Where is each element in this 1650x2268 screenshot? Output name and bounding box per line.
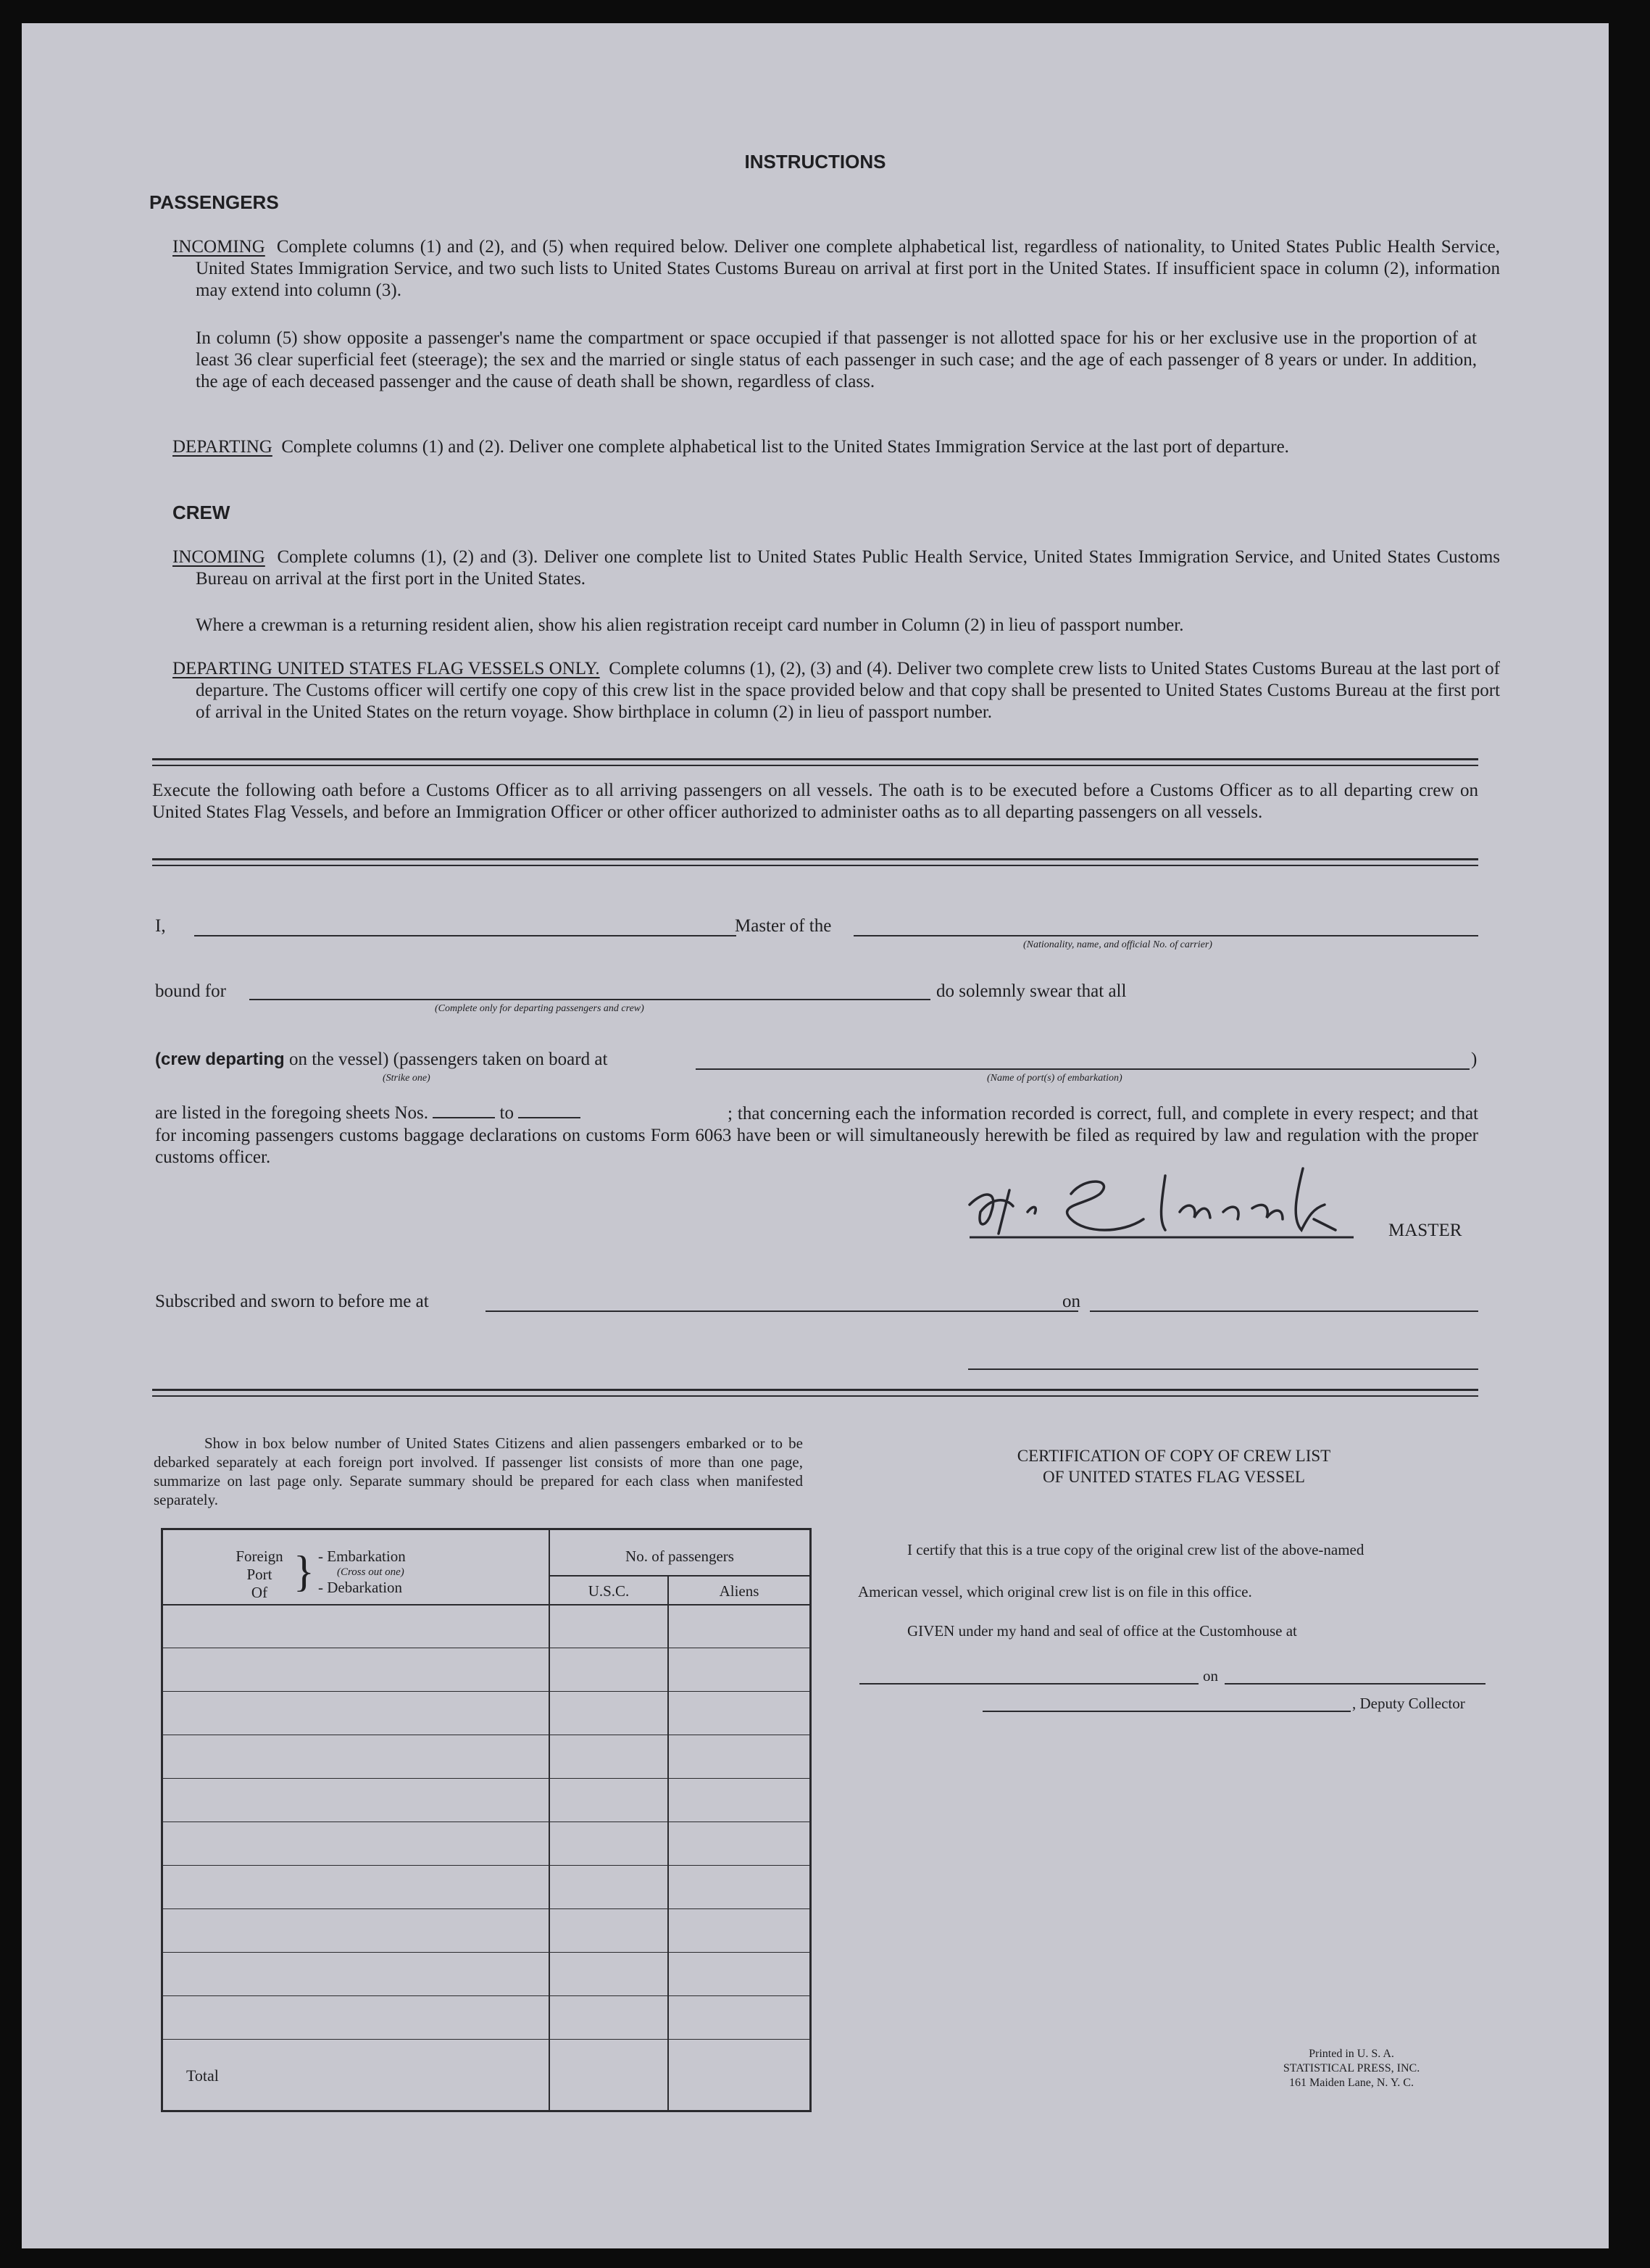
- carrier-field[interactable]: [854, 935, 1478, 936]
- table-row: [163, 1908, 809, 1909]
- table-row: [163, 1778, 809, 1779]
- close-paren: ): [1471, 1050, 1478, 1069]
- foreign-port-of-label: [227, 1548, 292, 1602]
- page-title: INSTRUCTIONS: [744, 151, 886, 173]
- certification-on-label: on: [1203, 1667, 1218, 1685]
- foreign-label: Foreign: [236, 1548, 283, 1565]
- strike-one-line: [155, 1050, 607, 1070]
- cross-out-label: (Cross out one): [337, 1566, 404, 1578]
- section-divider: [152, 858, 1478, 866]
- crew-departing-label: DEPARTING UNITED STATES FLAG VESSELS ONLY.: [172, 659, 600, 678]
- embarkation-label: - Embarkation: [318, 1548, 406, 1565]
- bound-for-label: bound for: [155, 981, 226, 1001]
- brace-icon: }: [293, 1548, 314, 1595]
- section-divider: [152, 1389, 1478, 1397]
- master-signature: [948, 1161, 1397, 1248]
- sheets-statement: ; that concerning each the information recorded is correct, full, and complete in every respect; and that for incoming passengers customs baggage declarations on customs Form 6063 have been or will simultaneously herewith be filed as required by law and regulation with the proper customs officer.: [155, 1104, 1478, 1167]
- on-vessel-text: on the vessel): [288, 1050, 389, 1069]
- passengers-departing-label: DEPARTING: [172, 437, 272, 457]
- passengers-heading: PASSENGERS: [149, 191, 279, 213]
- header-divider: [550, 1575, 809, 1577]
- header-bottom-divider: [163, 1604, 809, 1606]
- form-sheet: [22, 23, 1609, 2248]
- sworn-on-label: on: [1062, 1292, 1080, 1311]
- table-row: [163, 1865, 809, 1866]
- oath-i-label: I,: [155, 916, 166, 936]
- crew-departing-text: Complete columns (1), (2), (3) and (4). Deliver two complete crew lists to United States Customs Bureau at the last port of departure. The Customs officer will certify one copy of this crew list in the space provided below and that copy shall be presented to United States Customs Bureau at the first port of arrival in the United States on the return voyage. Show birthplace in column (2) in lieu of passport number.: [196, 659, 1501, 722]
- certification-heading: [848, 1445, 1500, 1487]
- officer-signature-field[interactable]: [968, 1368, 1478, 1370]
- passengers-departing-text: Complete columns (1) and (2). Deliver one complete alphabetical list to the United States Immigration Service at the last port of departure.: [281, 437, 1289, 457]
- passengers-incoming-text: Complete columns (1) and (2), and (5) when required below. Deliver one complete alphabetical list, regardless of nationality, to United States Public Health Service, United States Immigration Service, and two such lists to United States Customs Bureau on arrival at first port in the United States. If insufficient space in column (2), information may extend into column (3).: [196, 237, 1501, 300]
- bound-for-field[interactable]: [249, 999, 930, 1000]
- no-of-passengers-header: No. of passengers: [625, 1548, 734, 1565]
- deputy-collector-signature-field[interactable]: [983, 1711, 1351, 1712]
- passengers-taken-text: (passengers taken on board at: [393, 1050, 608, 1069]
- embarkation-options: [318, 1548, 406, 1597]
- crew-heading: CREW: [172, 502, 230, 523]
- printer-line1: Printed in U. S. A.: [1309, 2048, 1394, 2060]
- column-divider: [667, 1575, 669, 2110]
- certify-line1: I certify that this is a true copy of the original crew list of the above-named: [907, 1541, 1364, 1558]
- crew-incoming-label: INCOMING: [172, 547, 265, 567]
- debarkation-label: - Debarkation: [318, 1579, 403, 1596]
- crew-incoming-instructions: [172, 547, 1500, 590]
- printer-line3: 161 Maiden Lane, N. Y. C.: [1289, 2077, 1414, 2089]
- certify-line2: American vessel, which original crew list is on file in this office.: [858, 1583, 1252, 1600]
- certification-heading-line2: OF UNITED STATES FLAG VESSEL: [1043, 1468, 1305, 1486]
- crew-departing-instructions: [172, 658, 1500, 723]
- strike-one-caption: (Strike one): [383, 1073, 430, 1084]
- of-label: Of: [251, 1584, 268, 1601]
- sheets-to-label: to: [499, 1103, 514, 1123]
- port-label: Port: [246, 1566, 272, 1583]
- sworn-date-field[interactable]: [1090, 1310, 1478, 1312]
- sheets-prefix: are listed in the foregoing sheets Nos.: [155, 1103, 428, 1123]
- certification-date-field[interactable]: [1225, 1683, 1486, 1685]
- summary-instructions: Show in box below number of United States Citizens and alien passengers embarked or to be debarked separately at each foreign port involved. If passenger list consists of more than one page, summarize on last page only. Separate summary should be prepared for each class when manifested separately.: [154, 1434, 803, 1508]
- printer-line2: STATISTICAL PRESS, INC.: [1283, 2062, 1420, 2074]
- usc-header: U.S.C.: [588, 1582, 630, 1600]
- deputy-collector-label: , Deputy Collector: [1352, 1695, 1465, 1712]
- passengers-incoming-label: INCOMING: [172, 237, 265, 257]
- master-name-field[interactable]: [194, 935, 736, 936]
- sworn-place-field[interactable]: [486, 1310, 1078, 1312]
- port-caption: (Name of port(s) of embarkation): [987, 1073, 1122, 1084]
- total-label: Total: [186, 2066, 219, 2085]
- printer-imprint: [1239, 2047, 1464, 2090]
- certification-heading-line1: CERTIFICATION OF COPY OF CREW LIST: [1017, 1447, 1331, 1465]
- oath-intro: Execute the following oath before a Customs Officer as to all arriving passengers on all vessels. The oath is to be executed before a Customs Officer as to all departing crew on United States Flag Vessels, and before an Immigration Officer or other officer authorized to administer oaths as to all departing passengers on all vessels.: [152, 781, 1478, 822]
- column-divider: [549, 1530, 550, 2110]
- crew-incoming-text: Complete columns (1), (2) and (3). Deliver one complete list to United States Public Health Service, United States Immigration Service, and United States Customs Bureau on arrival at the first port in the United States.: [196, 547, 1501, 589]
- table-row: [163, 1691, 809, 1692]
- passengers-incoming-instructions: [172, 236, 1500, 302]
- master-of-label: Master of the: [735, 916, 832, 936]
- bound-for-caption: (Complete only for departing passengers and crew): [435, 1003, 644, 1014]
- crew-resident-alien-note: Where a crewman is a returning resident alien, show his alien registration receipt card number in Column (2) in lieu of passport number.: [196, 615, 1184, 635]
- passenger-summary-table: [161, 1528, 812, 2112]
- aliens-header: Aliens: [719, 1582, 759, 1600]
- carrier-caption: (Nationality, name, and official No. of carrier): [1023, 939, 1212, 950]
- table-row: [163, 1952, 809, 1953]
- passengers-column5-instructions: In column (5) show opposite a passenger's name the compartment or space occupied if that passenger is not allotted space for his or her exclusive use in the proportion of at least 36 clear superficial feet (steerage); the sex and the married or single status of each passenger in such case; and the age of each passenger of 8 years or under. In addition, the age of each deceased passenger and the cause of death shall be shown, regardless of class.: [196, 328, 1477, 391]
- swear-text: do solemnly swear that all: [936, 981, 1127, 1001]
- given-text: GIVEN under my hand and seal of office at the Customhouse at: [907, 1622, 1297, 1640]
- subscribed-label: Subscribed and sworn to before me at: [155, 1292, 429, 1311]
- section-divider: [152, 758, 1478, 766]
- crew-departing-option: (crew departing: [155, 1050, 285, 1069]
- passengers-departing-instructions: [172, 436, 1500, 458]
- port-of-embarkation-field[interactable]: [696, 1068, 1470, 1070]
- table-row: [163, 2039, 809, 2040]
- master-label: MASTER: [1388, 1221, 1462, 1240]
- table-row: [163, 1995, 809, 1996]
- customhouse-field[interactable]: [859, 1683, 1199, 1685]
